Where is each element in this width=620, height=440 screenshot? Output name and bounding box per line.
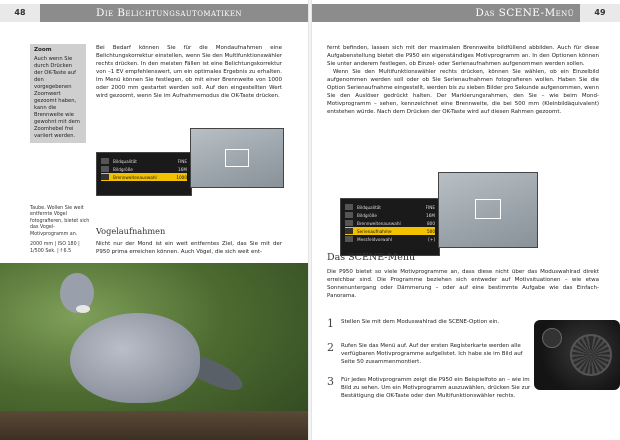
chapter-title-right: Das SCENE-Menü: [475, 7, 574, 19]
menu-screenshot-1: [96, 152, 192, 196]
photo-caption: [30, 206, 90, 255]
menu-row: Bildgröße 16M: [101, 165, 187, 173]
mode-dial: [570, 334, 612, 376]
right-paragraph-1: fernt befinden, lassen sich mit der maximalen Brennweite bildfüllend abbilden. Auch für diese Aufgabenstellung bietet die P950 ein eigenständiges Motivprogramm an. In den Optionen können Sie unter anderem festlegen, ob Einzel- oder Serienaufnahmen aufgenommen werden sollen. Wenn Sie den Multifunktionswähler rechts drücken, können Sie wählen, ob ein Einzelbild aufgenommen werden soll oder ob Sie Serienaufnahmen fotografieren wollen. Haben Sie die Option Serienaufnahme eingestellt, werden bis zu sieben Bilder pro Sekunde aufgenommen, wenn Sie den Auslöser gedrückt halten. Der Markierungsrahmen, den Sie – wie beim Mond-Motivprogramm – sehen, kennzeichnet eine Brennweite, die bei 500 mm (Kleinbildäquivalent) entstehen würde. Nach dem Drücken der OK-Taste wird auf diesen Rahmen gezoomt.: [327, 45, 599, 116]
camera-mode-dial-photo: [534, 320, 620, 390]
menu-screenshot-2: [340, 198, 440, 256]
menu-row: Messfeldvorwahl [+]: [345, 235, 435, 243]
menu-icon: [345, 220, 353, 226]
pigeon-body: [70, 313, 200, 403]
shutter-button: [542, 328, 562, 348]
left-paragraph-1: Bei Bedarf können Sie für die Mondaufnahmen eine Belichtungskorrektur einstellen, wenn Sie den Multifunktionswähler rechts drücken. In den meisten Fällen ist eine Belichtungskorrektur von –1 EV empfehlenswert, um ein optimales Ergebnis zu erhalten. Im Menü können Sie festlegen, ob mit einer Brennweite von 1000 oder 2000 mm gestartet werden soll. Auf den eingestellten Wert wird gezoomt, wenn Sie im Aufnahmemodus die OK-Taste drücken.: [96, 45, 282, 100]
pigeon-neck-patch: [76, 305, 90, 313]
menu-row: Bildgröße 16M: [345, 211, 435, 219]
menu-icon: [345, 212, 353, 218]
menu-row-selected: Brennweitenauswahl 1000: [101, 173, 187, 181]
chapter-title-left: Die Belichtungsautomatiken: [96, 7, 242, 19]
caption-text: Taube. Wollen Sie weit entfernte Vögel fotografieren, bietet sich das Vogel-Motivprogramm an.: [30, 206, 90, 237]
page-number-right: 49: [580, 4, 620, 22]
perch-branch: [0, 411, 308, 440]
zoom-frame-marker: [225, 149, 249, 167]
viewfinder-screenshot-2: [438, 172, 538, 248]
sidebox-text: Auch wenn Sie durch Drücken der OK-Taste auf den vorgegebenen Zoomwert gezoomt haben, kann die Brennweite wie gewohnt mit dem Zoomhebel frei variiert werden.: [34, 55, 80, 139]
pigeon-photo: [0, 263, 308, 440]
caption-exif: 2000 mm | ISO 180 | 1/500 Sek. | f 6.5: [30, 242, 80, 254]
right-header-bar: [312, 4, 620, 22]
zoom-sidebox: [30, 44, 86, 143]
menu-icon: [101, 174, 109, 180]
right-page: [312, 0, 620, 440]
menu-icon: [101, 158, 109, 164]
left-paragraph-2: Nicht nur der Mond ist ein weit entferntes Ziel, das Sie mit der P950 prima erreichen können. Auch Vögel, die sich weit ent-: [96, 241, 282, 256]
sidebox-title: Zoom: [34, 47, 52, 53]
step-2: 2 Rufen Sie das Menü auf. Auf der ersten Registerkarte werden alle verfügbaren Motivprogramme aufgelistet. Ich habe sie im Bild auf Seite 50 zusammenmontiert.: [327, 341, 523, 366]
step-3: 3 Für jedes Motivprogramm zeigt die P950 ein Beispielfoto an – wie im Bild zu sehen. Um ein Motivprogramm auszuwählen, drücken Sie zur Bestätigung die OK-Taste oder den Multifunktionswähler rechts.: [327, 375, 531, 400]
left-header-bar: [0, 4, 308, 22]
menu-icon: [345, 204, 353, 210]
menu-row: Brennweitenauswahl 800: [345, 219, 435, 227]
step-1: 1 Stellen Sie mit dem Moduswahlrad die SCENE-Option ein.: [327, 317, 500, 330]
menu-icon: [345, 236, 353, 242]
menu-icon: [101, 166, 109, 172]
section-heading-scene-menu: Das SCENE-Menü: [327, 252, 416, 263]
section-intro-text: Die P950 bietet so viele Motivprogramme an, dass diese nicht über das Moduswahlrad direkt erreichbar sind. Die Programme beziehen sich entweder auf Motivsituationen – wie etwa Sonnenuntergang oder Dämmerung – oder auf eine bestimmte Aufgabe wie das Einfach-Panorama.: [327, 269, 599, 300]
subheading-vogelaufnahmen: Vogelaufnahmen: [96, 226, 166, 236]
menu-row: Bildqualität FINE: [345, 203, 435, 211]
menu-row: Bildqualität FINE: [101, 157, 187, 165]
menu-icon: [345, 228, 353, 234]
viewfinder-screenshot-1: [190, 128, 284, 188]
page-number-left: 48: [0, 4, 40, 22]
menu-row-selected: Serienaufnahme 500: [345, 227, 435, 235]
left-page: [0, 0, 308, 440]
zoom-frame-marker: [475, 199, 501, 219]
